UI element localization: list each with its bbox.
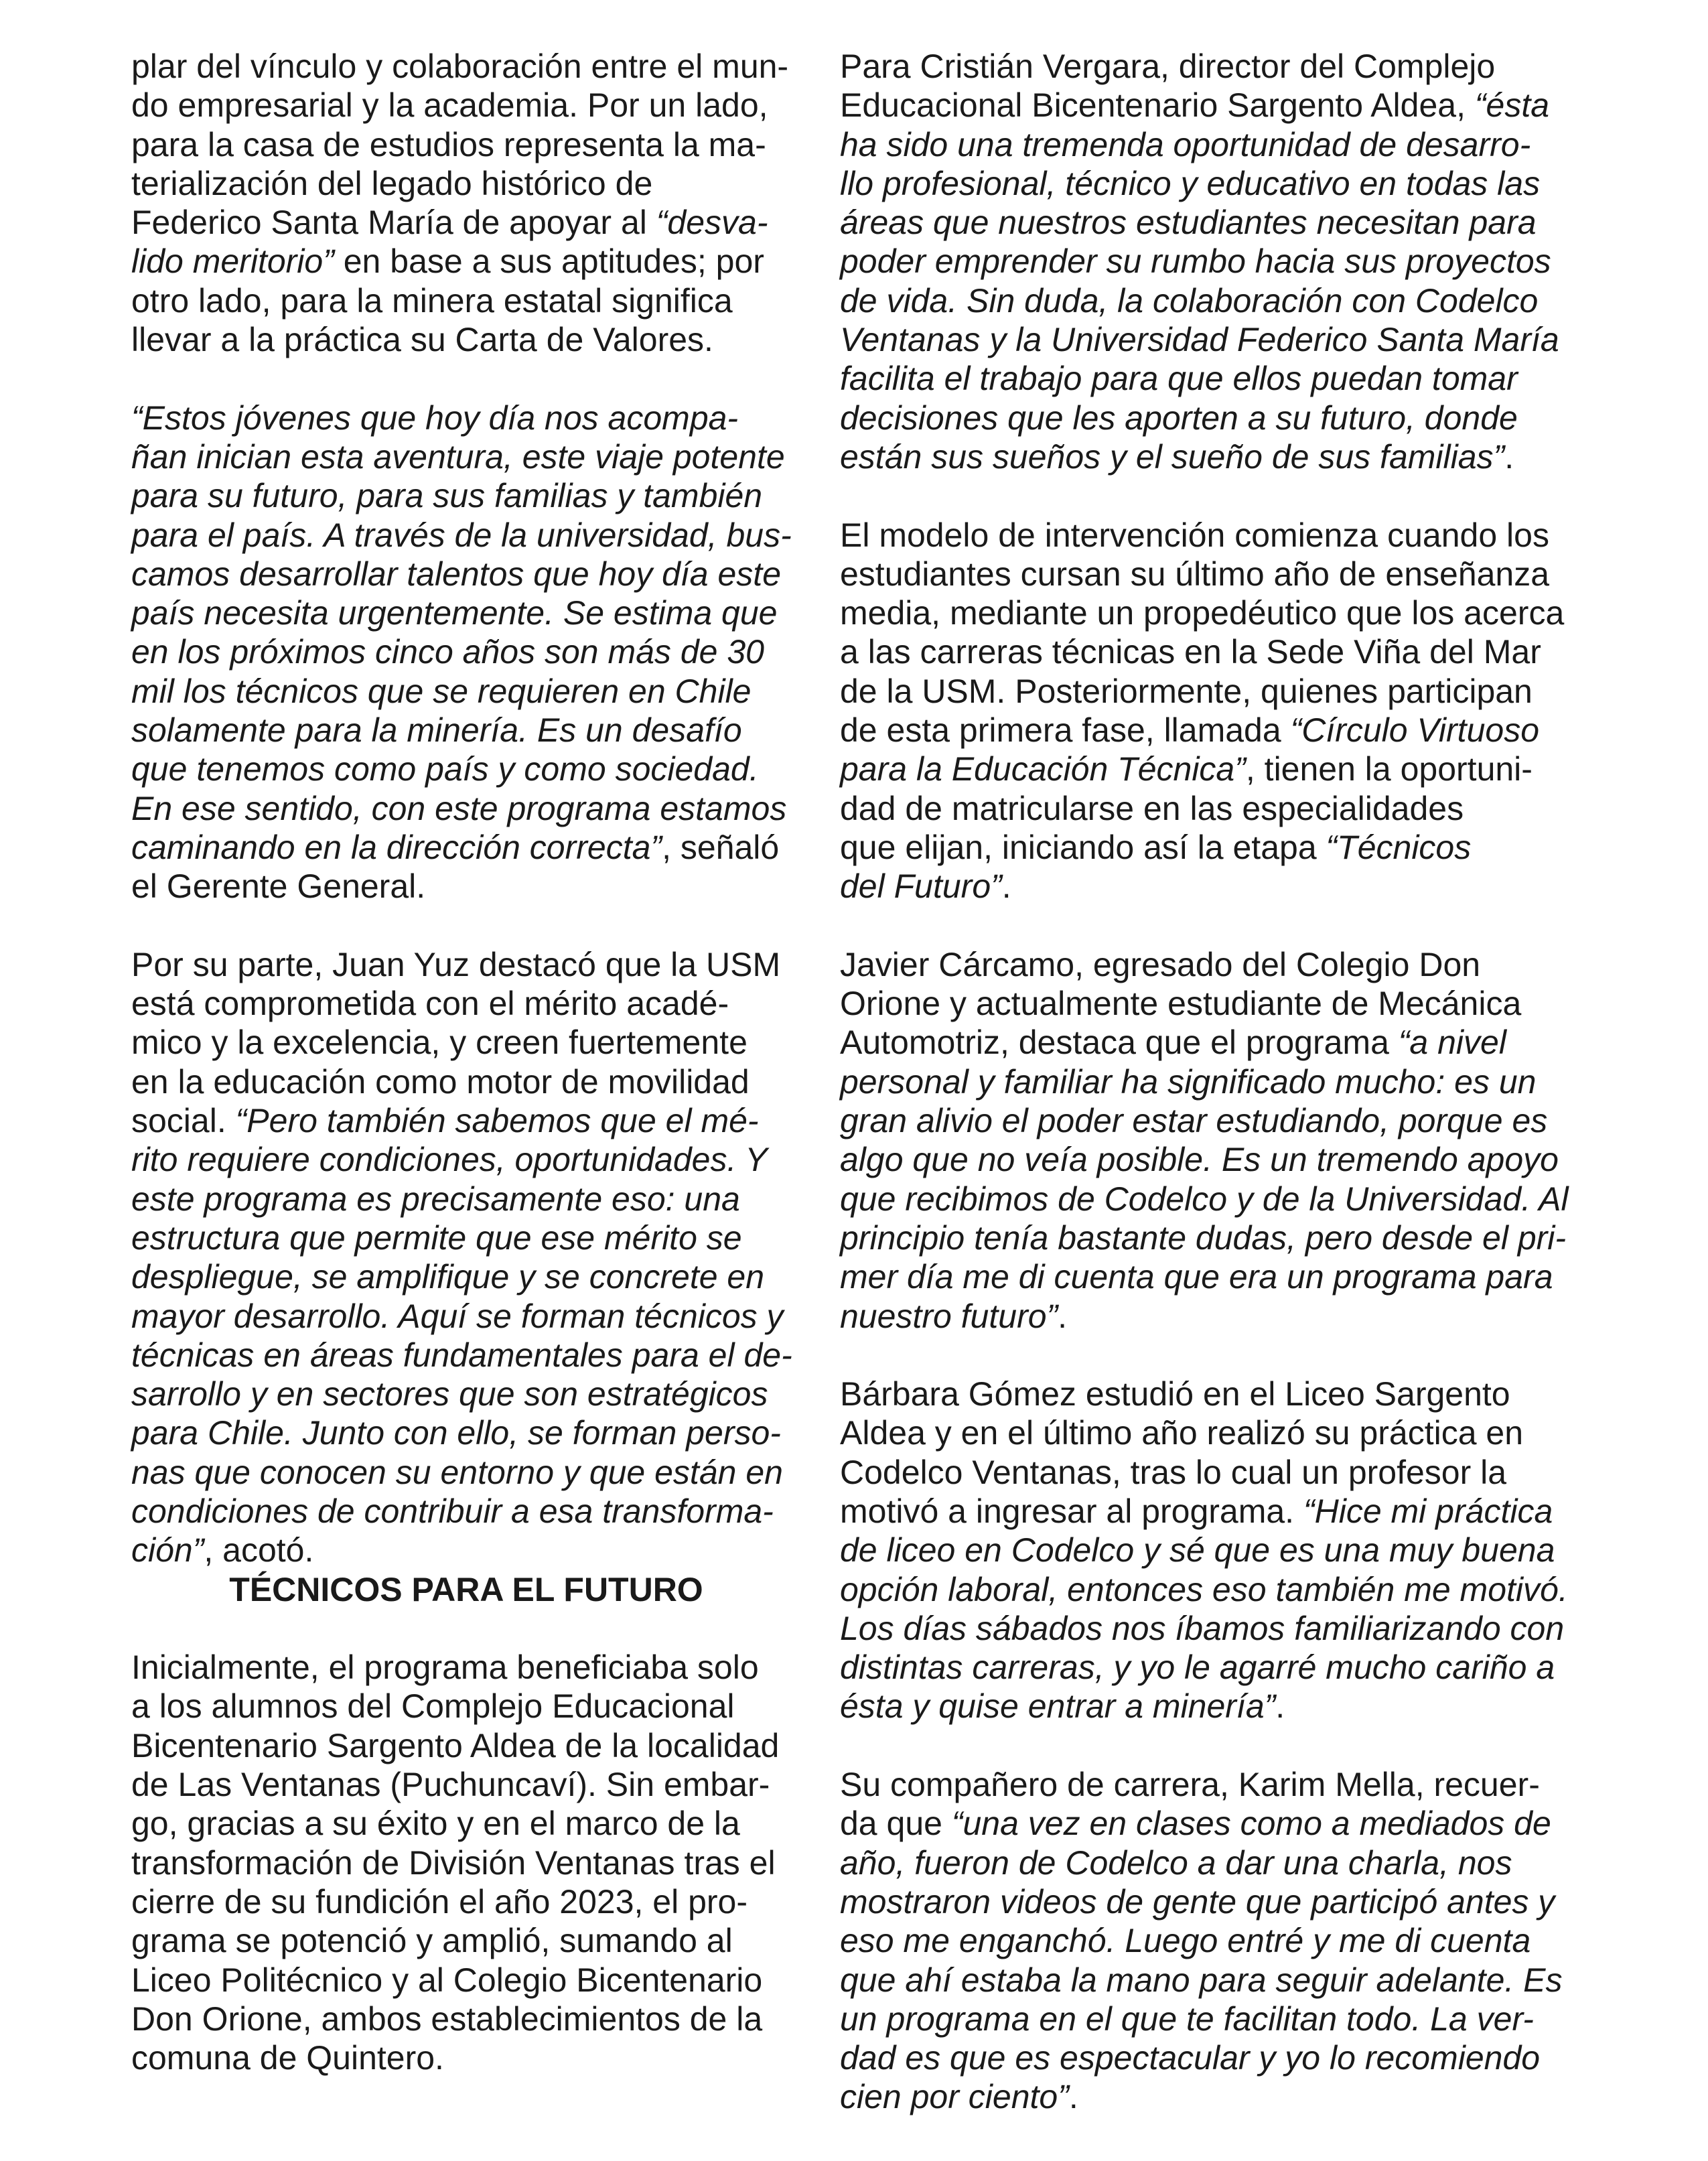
text-line [840, 47, 1583, 86]
body-text: mico y la excelencia, y creen fuertemente [131, 1024, 748, 1062]
quote-text: distintas carreras, y yo le agarré mucho cariño a [840, 1649, 1555, 1687]
quote-text: opción laboral, entonces eso también me motivó. [840, 1570, 1568, 1608]
text-line [840, 359, 1583, 398]
quote-text: rito requiere condiciones, oportunidades. Y [131, 1141, 768, 1179]
left-final-paragraph [131, 1648, 801, 2077]
text-line [840, 242, 1583, 281]
quote-text: poder emprender su rumbo hacia sus proyectos [840, 242, 1551, 281]
quote-text: nas que conocen su entorno y que están en [131, 1453, 783, 1491]
paragraph-javier-carcamo [840, 945, 1583, 1336]
quote-text: que tenemos como país y como sociedad. [131, 750, 759, 788]
text-line [840, 1180, 1583, 1218]
body-text: Bárbara Gómez estudió en el Liceo Sargento [840, 1375, 1510, 1413]
quote-text: estructura que permite que ese mérito se [131, 1218, 742, 1257]
quote-text: en los próximos cinco años son más de 30 [131, 633, 764, 671]
text-line [840, 867, 1583, 906]
quote-text: del Futuro” [840, 867, 1002, 906]
quote-text: están sus sueños y el sueño de sus familias” [840, 437, 1505, 476]
body-text: estudiantes cursan su último año de enseñanza [840, 555, 1550, 593]
body-text: Por su parte, Juan Yuz destacó que la USM [131, 945, 781, 983]
body-text: . [1275, 1687, 1285, 1726]
quote-text: mer día me di cuenta que era un programa para [840, 1258, 1553, 1296]
quote-text: ción” [131, 1531, 204, 1570]
text-line [840, 1687, 1583, 1726]
body-text: . [1001, 867, 1011, 906]
text-line [131, 1531, 801, 1570]
paragraph-juan-yuz [131, 945, 801, 1570]
quote-text: año, fueron de Codelco a dar una charla, nos [840, 1843, 1512, 1882]
quote-text: áreas que nuestros estudiantes necesitan para [840, 204, 1537, 242]
body-text: . [1058, 1297, 1068, 1335]
quote-text: mostraron videos de gente que participó antes y [840, 1882, 1555, 1921]
quote-text: para su futuro, para sus familias y también [131, 477, 763, 515]
text-line [131, 1687, 801, 1726]
text-line [840, 1882, 1583, 1921]
quote-text: mil los técnicos que se requieren en Chile [131, 672, 752, 710]
text-line [131, 437, 801, 476]
quote-text: dad es que es espectacular y yo lo recomiendo [840, 2039, 1541, 2077]
quote-text: Ventanas y la Universidad Federico Santa María [840, 321, 1559, 359]
body-text: Automotriz, destaca que el programa [840, 1024, 1399, 1062]
quote-text: “Estos jóvenes que hoy día nos acompa- [131, 399, 739, 437]
quote-text: principio tenía bastante dudas, pero desde el pri- [840, 1218, 1567, 1257]
body-text: comuna de Quintero. [131, 2039, 444, 2077]
quote-text: sarrollo y en sectores que son estratégicos [131, 1375, 768, 1413]
body-text: de Las Ventanas (Puchuncaví). Sin embar- [131, 1766, 770, 1804]
body-text: de esta primera fase, llamada [840, 711, 1291, 750]
body-text: , acotó. [204, 1531, 314, 1570]
body-text: Para Cristián Vergara, director del Complejo [840, 48, 1496, 85]
body-text: a las carreras técnicas en la Sede Viña del Mar [840, 633, 1541, 671]
quote-text: “Hice mi práctica [1303, 1492, 1553, 1530]
text-line [131, 1413, 801, 1452]
text-line [840, 1843, 1583, 1882]
text-line [131, 1023, 801, 1062]
text-line [840, 828, 1583, 867]
text-line [131, 1257, 801, 1296]
text-line [840, 984, 1583, 1023]
body-text: motivó a ingresar al programa. [840, 1492, 1303, 1530]
body-text: do empresarial y la academia. Por un lado, [131, 86, 768, 125]
text-line [131, 1765, 801, 1804]
quote-text: camos desarrollar talentos que hoy día este [131, 555, 781, 593]
text-line [131, 476, 801, 515]
text-line [131, 594, 801, 632]
quote-text: este programa es precisamente eso: una [131, 1180, 740, 1218]
quote-text: ésta y quise entrar a minería” [840, 1687, 1276, 1726]
text-line [131, 1297, 801, 1336]
text-line [840, 2000, 1583, 2038]
text-line [131, 1726, 801, 1765]
body-text: terialización del legado histórico de [131, 164, 653, 202]
quote-text: gran alivio el poder estar estudiando, porque es [840, 1102, 1548, 1140]
text-line [840, 1570, 1583, 1609]
left-column [131, 47, 801, 2077]
text-line [840, 1140, 1583, 1179]
text-line [131, 711, 801, 750]
text-line [840, 281, 1583, 320]
quote-text: cien por ciento” [840, 2078, 1069, 2116]
text-line [840, 1257, 1583, 1296]
body-text: a los alumnos del Complejo Educacional [131, 1687, 735, 1726]
text-line [840, 1648, 1583, 1687]
text-line [840, 555, 1583, 594]
text-line [840, 1609, 1583, 1648]
text-line [840, 945, 1583, 984]
text-line [840, 320, 1583, 359]
text-line [131, 86, 801, 125]
body-text: otro lado, para la minera estatal significa [131, 281, 733, 320]
body-text: social. [131, 1102, 236, 1140]
text-line [131, 867, 801, 906]
text-line [840, 203, 1583, 242]
text-line [840, 1921, 1583, 1960]
text-line [131, 632, 801, 671]
quote-text: de vida. Sin duda, la colaboración con Codelco [840, 281, 1539, 320]
quote-text: un programa en el que te facilitan todo. La ver- [840, 2000, 1534, 2038]
quote-text: de liceo en Codelco y sé que es una muy buena [840, 1531, 1555, 1570]
body-text: . [1068, 2078, 1078, 2116]
text-line [840, 86, 1583, 125]
body-text: El modelo de intervención comienza cuando los [840, 516, 1549, 554]
body-text: Orione y actualmente estudiante de Mecánica [840, 985, 1522, 1023]
text-line [840, 125, 1583, 164]
body-text: grama se potenció y amplió, sumando al [131, 1922, 733, 1960]
quote-text: “desva- [656, 204, 768, 242]
paragraph-karim-mella [840, 1765, 1583, 2117]
text-line [131, 2038, 801, 2077]
text-line [131, 555, 801, 594]
quote-text: “una vez en clases como a mediados de [951, 1805, 1551, 1843]
text-line [131, 1804, 801, 1843]
body-text: el Gerente General. [131, 867, 426, 906]
body-text: Codelco Ventanas, tras lo cual un profesor la [840, 1453, 1507, 1491]
body-text: para la casa de estudios representa la ma- [131, 125, 766, 163]
text-line [840, 1492, 1583, 1531]
body-text: que elijan, iniciando así la etapa [840, 828, 1326, 866]
body-text: dad de matricularse en las especialidades [840, 789, 1464, 827]
body-text: . [1504, 437, 1514, 476]
quote-text: ñan inician esta aventura, este viaje potente [131, 437, 785, 476]
paragraph-gerente-quote [131, 399, 801, 906]
text-line [840, 1218, 1583, 1257]
text-line [131, 516, 801, 555]
quote-text: personal y familiar ha significado mucho: es un [840, 1062, 1537, 1101]
quote-text: ha sido una tremenda oportunidad de desarro- [840, 125, 1531, 163]
text-line [840, 1804, 1583, 1843]
text-line [131, 1218, 801, 1257]
text-line [131, 242, 801, 281]
quote-text: técnicas en áreas fundamentales para el de- [131, 1336, 792, 1374]
text-line [840, 516, 1583, 555]
body-text: en base a sus aptitudes; por [334, 242, 764, 281]
body-text: Bicentenario Sargento Aldea de la localidad [131, 1726, 780, 1764]
body-text: Inicialmente, el programa beneficiaba solo [131, 1649, 759, 1687]
text-line [131, 945, 801, 984]
body-text: llevar a la práctica su Carta de Valores. [131, 321, 713, 359]
text-line [131, 1843, 801, 1882]
text-line [131, 750, 801, 788]
text-line [131, 672, 801, 711]
text-line [131, 1140, 801, 1179]
body-text: Su compañero de carrera, Karim Mella, recuer- [840, 1766, 1540, 1804]
text-line [840, 1453, 1583, 1492]
quote-text: lido meritorio” [131, 242, 334, 281]
body-text: Javier Cárcamo, egresado del Colegio Don [840, 945, 1481, 983]
right-paragraphs [840, 47, 1583, 2117]
right-column [840, 47, 1583, 2117]
paragraph-cristian-vergara [840, 47, 1583, 476]
section-heading: TÉCNICOS PARA EL FUTURO [229, 1570, 703, 1608]
text-line [131, 164, 801, 203]
quote-text: facilita el trabajo para que ellos puedan tomar [840, 360, 1518, 398]
body-text: Federico Santa María de apoyar al [131, 204, 656, 242]
quote-text: eso me enganchó. Luego entré y me di cuenta [840, 1922, 1531, 1960]
quote-text: solamente para la minería. Es un desafío [131, 711, 742, 750]
text-line [840, 437, 1583, 476]
text-line [840, 1101, 1583, 1140]
body-text: Educacional Bicentenario Sargento Aldea, [840, 86, 1475, 125]
quote-text: que recibimos de Codelco y de la Universidad. Al [840, 1180, 1569, 1218]
text-line [840, 789, 1583, 828]
body-text: cierre de su fundición el año 2023, el pro- [131, 1882, 748, 1921]
quote-text: caminando en la dirección correcta” [131, 828, 662, 866]
text-line [131, 1180, 801, 1218]
text-line [840, 1375, 1583, 1413]
quote-text: algo que no veía posible. Es un tremendo apoyo [840, 1141, 1559, 1179]
text-line [131, 1648, 801, 1687]
text-line [840, 1062, 1583, 1101]
text-line [131, 1492, 801, 1531]
paragraph-barbara-gomez [840, 1375, 1583, 1726]
text-line [840, 399, 1583, 437]
text-line [131, 828, 801, 867]
quote-text: decisiones que les aporten a su futuro, donde [840, 399, 1518, 437]
body-text: , tienen la oportuni- [1245, 750, 1533, 788]
text-line [131, 1101, 801, 1140]
body-text: , señaló [662, 828, 780, 866]
left-paragraphs [131, 47, 801, 1570]
body-text: go, gracias a su éxito y en el marco de la [131, 1805, 740, 1843]
body-text: plar del vínculo y colaboración entre el mun- [131, 48, 789, 85]
text-line [131, 1453, 801, 1492]
quote-text: “Círculo Virtuoso [1290, 711, 1539, 750]
text-line [131, 789, 801, 828]
body-text: Liceo Politécnico y al Colegio Bicentenario [131, 1961, 763, 1999]
quote-text: “ésta [1474, 86, 1550, 125]
paragraph-intro-continuation [131, 47, 801, 359]
text-line [131, 1882, 801, 1921]
text-line [131, 1336, 801, 1375]
quote-text: para la Educación Técnica” [840, 750, 1246, 788]
quote-text: “Técnicos [1326, 828, 1472, 866]
body-text: da que [840, 1805, 952, 1843]
quote-text: Los días sábados nos íbamos familiarizando con [840, 1609, 1565, 1647]
text-line [131, 203, 801, 242]
text-line [840, 632, 1583, 671]
quote-text: para el país. A través de la universidad, bus- [131, 516, 792, 554]
text-line [840, 594, 1583, 632]
text-line [131, 2000, 801, 2038]
quote-text: que ahí estaba la mano para seguir adelante. Es [840, 1961, 1563, 1999]
text-line [131, 1375, 801, 1413]
paragraph-modelo-intervencion [840, 516, 1583, 906]
text-line [131, 1921, 801, 1960]
quote-text: “Pero también sabemos que el mé- [235, 1102, 759, 1140]
text-line [131, 281, 801, 320]
quote-text: En ese sentido, con este programa estamos [131, 789, 787, 827]
text-line [840, 1413, 1583, 1452]
body-text: en la educación como motor de movilidad [131, 1062, 750, 1101]
text-line [131, 47, 801, 86]
text-line [840, 1531, 1583, 1570]
body-text: Aldea y en el último año realizó su práctica en [840, 1414, 1524, 1452]
body-text: de la USM. Posteriormente, quienes participan [840, 672, 1533, 710]
text-line [131, 399, 801, 437]
text-line [840, 2038, 1583, 2077]
body-text: Don Orione, ambos establecimientos de la [131, 2000, 763, 2038]
text-line [840, 1297, 1583, 1336]
quote-text: “a nivel [1398, 1024, 1506, 1062]
quote-text: llo profesional, técnico y educativo en todas las [840, 164, 1541, 202]
text-line [840, 1765, 1583, 1804]
quote-text: para Chile. Junto con ello, se forman perso- [131, 1414, 781, 1452]
body-text: media, mediante un propedéutico que los acerca [840, 594, 1565, 632]
text-line [840, 2077, 1583, 2116]
quote-text: país necesita urgentemente. Se estima que [131, 594, 778, 632]
paragraph-inicialmente [131, 1648, 801, 2077]
text-line [840, 1961, 1583, 2000]
body-text: está comprometida con el mérito acadé- [131, 985, 729, 1023]
quote-text: mayor desarrollo. Aquí se forman técnicos y [131, 1297, 784, 1335]
text-line [131, 984, 801, 1023]
text-line [840, 711, 1583, 750]
text-line [131, 1062, 801, 1101]
text-line [131, 1961, 801, 2000]
text-line [840, 750, 1583, 788]
text-line [840, 672, 1583, 711]
text-line [131, 125, 801, 164]
text-line [131, 320, 801, 359]
body-text: transformación de División Ventanas tras el [131, 1843, 776, 1882]
quote-text: condiciones de contribuir a esa transforma- [131, 1492, 774, 1530]
text-line [840, 1023, 1583, 1062]
quote-text: despliegue, se amplifique y se concrete en [131, 1258, 765, 1296]
quote-text: nuestro futuro” [840, 1297, 1058, 1335]
text-line [840, 164, 1583, 203]
